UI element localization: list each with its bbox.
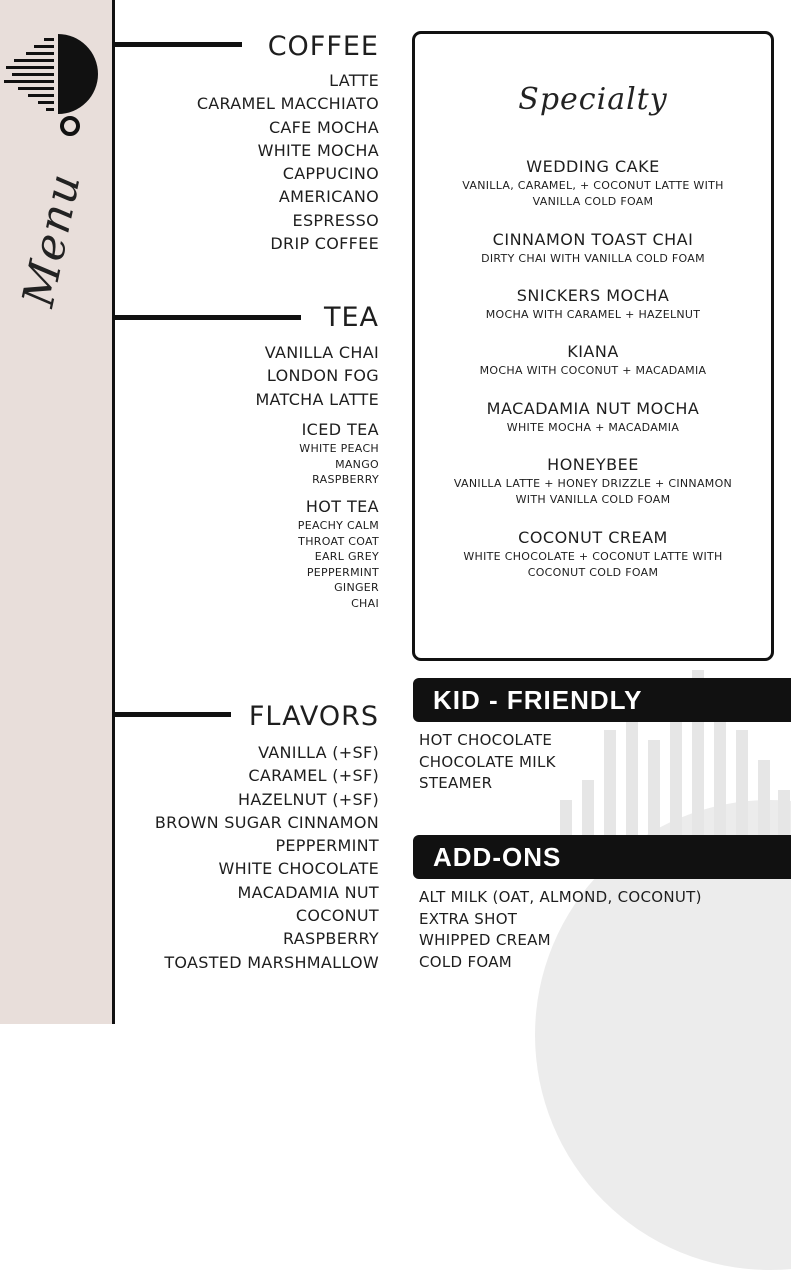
list-item: RASPBERRY: [283, 929, 379, 949]
coffee-rule: [115, 42, 242, 47]
addons-list: [419, 887, 702, 973]
list-item: CAPPUCINO: [282, 164, 379, 184]
coffee-list: [197, 69, 379, 255]
specialty-item-desc: VANILLA COLD FOAM: [532, 195, 654, 208]
list-item: VANILLA (+SF): [258, 743, 379, 762]
specialty-item-desc: COCONUT COLD FOAM: [527, 566, 659, 579]
list-item: EXTRA SHOT: [419, 909, 518, 928]
specialty-item: [415, 229, 771, 267]
specialty-item-name: KIANA: [567, 342, 619, 361]
list-item: CHAI: [351, 596, 379, 610]
specialty-item-name: WEDDING CAKE: [526, 157, 660, 176]
specialty-item-desc: VANILLA LATTE + HONEY DRIZZLE + CINNAMON: [453, 477, 733, 490]
specialty-item: [415, 454, 771, 508]
specialty-title: Specialty: [518, 82, 668, 117]
specialty-item-name: CINNAMON TOAST CHAI: [492, 230, 694, 249]
iced-tea-title: ICED TEA: [301, 420, 379, 439]
hot-tea-title: HOT TEA: [305, 497, 379, 516]
specialty-item-desc: VANILLA, CARAMEL, + COCONUT LATTE WITH: [462, 179, 724, 192]
specialty-item-desc: DIRTY CHAI WITH VANILLA COLD FOAM: [481, 252, 705, 265]
hot-tea-list: [298, 518, 379, 612]
specialty-box: [412, 31, 774, 661]
specialty-item-desc: WHITE CHOCOLATE + COCONUT LATTE WITH: [463, 550, 723, 563]
list-item: WHITE CHOCOLATE: [218, 859, 379, 879]
list-item: PEACHY CALM: [297, 519, 379, 532]
specialty-item: [415, 398, 771, 436]
tea-list: [255, 341, 379, 411]
list-item: PEPPERMINT: [275, 836, 379, 856]
list-item: GINGER: [334, 581, 379, 595]
kids-banner: KID - FRIENDLY: [413, 678, 791, 722]
list-item: EARL GREY: [314, 550, 379, 564]
list-item: TOASTED MARSHMALLOW: [164, 952, 379, 972]
list-item: LATTE: [329, 71, 379, 90]
list-item: COCONUT: [295, 906, 379, 926]
coffee-cup-icon: [4, 34, 104, 138]
sidebar-divider: [112, 0, 115, 1024]
list-item: ALT MILK (OAT, ALMOND, COCONUT): [419, 888, 702, 906]
list-item: CARAMEL (+SF): [248, 766, 379, 786]
flavors-rule: [115, 712, 231, 717]
list-item: LONDON FOG: [266, 366, 379, 386]
specialty-item: [415, 156, 771, 210]
list-item: HOT CHOCOLATE: [419, 731, 553, 749]
specialty-item-desc: MOCHA WITH CARAMEL + HAZELNUT: [485, 308, 701, 321]
specialty-item-name: MACADAMIA NUT MOCHA: [486, 399, 700, 418]
list-item: MACADAMIA NUT: [237, 882, 379, 902]
specialty-item: [415, 527, 771, 581]
list-item: WHIPPED CREAM: [419, 931, 551, 950]
list-item: DRIP COFFEE: [270, 234, 379, 254]
list-item: CHOCOLATE MILK: [419, 752, 556, 771]
list-item: WHITE PEACH: [299, 442, 379, 455]
tea-title: TEA: [323, 302, 379, 333]
list-item: COLD FOAM: [419, 952, 513, 971]
specialty-item-name: HONEYBEE: [547, 455, 639, 474]
sidebar-menu-title: Menu: [12, 167, 91, 312]
specialty-item: [415, 285, 771, 323]
list-item: HAZELNUT (+SF): [238, 789, 379, 809]
tea-rule: [115, 315, 301, 320]
kids-list: [419, 730, 556, 795]
flavors-title: FLAVORS: [248, 701, 379, 732]
coffee-title: COFFEE: [267, 31, 379, 62]
list-item: PEPPERMINT: [306, 565, 379, 579]
list-item: VANILLA CHAI: [264, 343, 379, 362]
specialty-item-name: COCONUT CREAM: [518, 528, 668, 547]
addons-banner: ADD-ONS: [413, 835, 791, 879]
flavors-list: [155, 741, 379, 974]
list-item: WHITE MOCHA: [257, 140, 379, 160]
list-item: AMERICANO: [278, 187, 379, 207]
list-item: CAFE MOCHA: [268, 117, 379, 137]
specialty-item-desc: MOCHA WITH COCONUT + MACADAMIA: [479, 364, 707, 377]
list-item: BROWN SUGAR CINNAMON: [154, 812, 379, 832]
list-item: THROAT COAT: [298, 534, 379, 548]
list-item: MATCHA LATTE: [255, 389, 379, 409]
sidebar: [0, 0, 112, 1024]
list-item: STEAMER: [419, 774, 493, 793]
iced-tea-list: [299, 441, 379, 488]
list-item: CARAMEL MACCHIATO: [196, 94, 379, 114]
list-item: RASPBERRY: [312, 473, 379, 487]
specialty-item: [415, 341, 771, 379]
specialty-item-desc: WHITE MOCHA + MACADAMIA: [506, 421, 680, 434]
specialty-item-name: SNICKERS MOCHA: [516, 286, 670, 305]
specialty-item-desc: WITH VANILLA COLD FOAM: [515, 493, 671, 506]
list-item: ESPRESSO: [292, 210, 379, 230]
list-item: MANGO: [335, 457, 379, 471]
